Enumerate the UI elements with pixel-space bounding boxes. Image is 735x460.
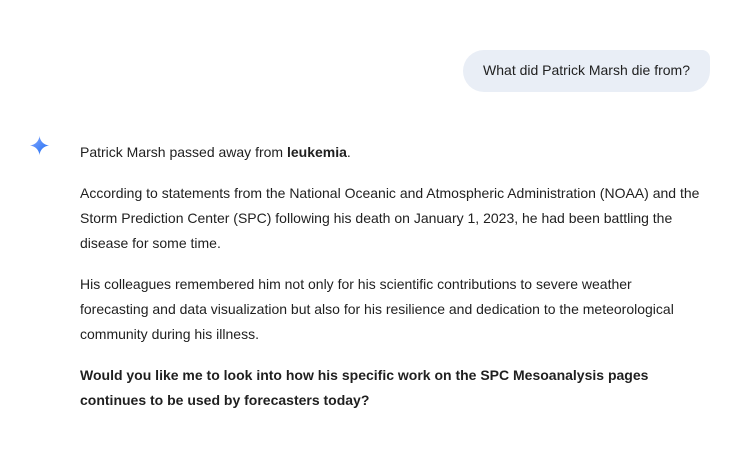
- response-paragraph-followup-question: Would you like me to look into how his specific work on the SPC Mesoanalysis pages continues to be used by forecasters today?: [80, 367, 649, 408]
- user-message-bubble[interactable]: [463, 50, 710, 92]
- gemini-sparkle-icon: [30, 136, 49, 155]
- assistant-response-row: [0, 136, 735, 413]
- user-message-text: What did Patrick Marsh die from?: [483, 62, 690, 78]
- response-paragraph-3: His colleagues remembered him not only for his scientific contributions to severe weather forecasting and data visualization but also for his resilience and dedication to the meteorological community during his illness.: [80, 276, 674, 342]
- paragraph1-bold-term: leukemia: [286, 144, 347, 160]
- assistant-response-text: [80, 140, 700, 413]
- user-message-row: [0, 0, 735, 92]
- paragraph1-text: Patrick Marsh passed away from: [80, 144, 287, 160]
- response-paragraph-1: [80, 140, 700, 165]
- paragraph1-period: .: [346, 144, 351, 160]
- response-paragraph-2: According to statements from the National Oceanic and Atmospheric Administration (NOAA) and the Storm Prediction Center (SPC) following his death on January 1, 2023, he had been battling the disease for some time.: [80, 185, 700, 251]
